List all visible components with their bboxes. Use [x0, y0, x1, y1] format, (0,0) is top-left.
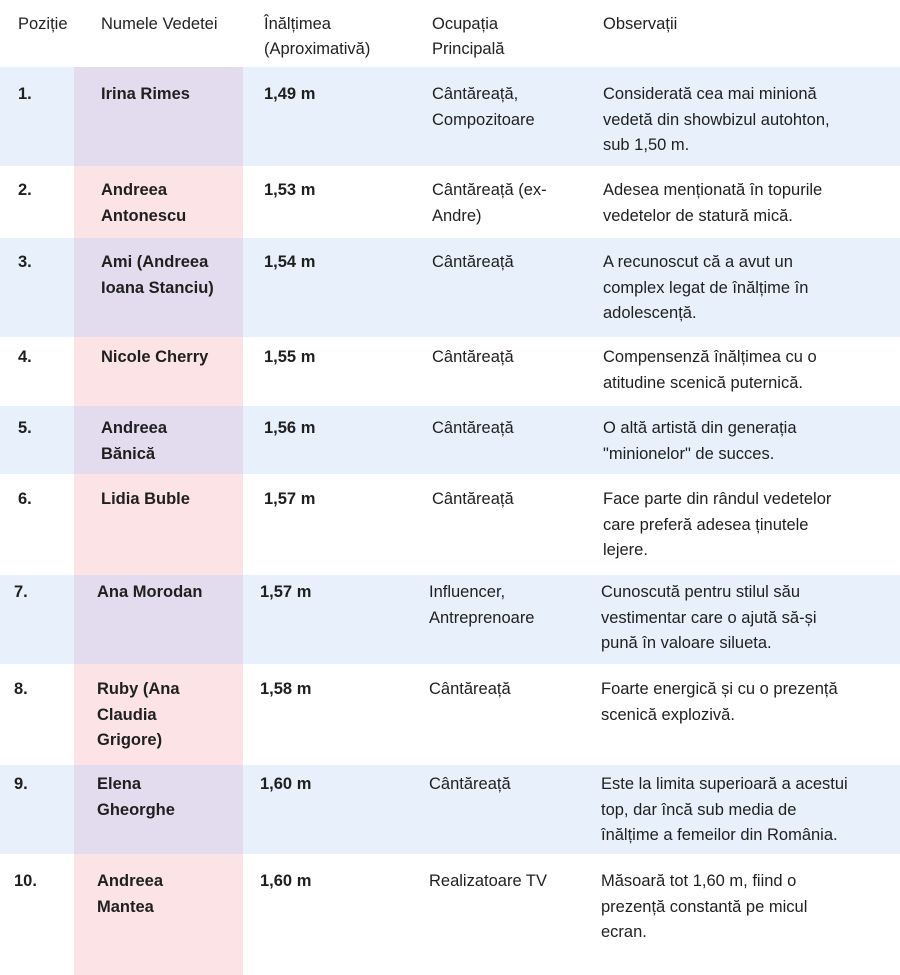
table-row — [0, 854, 900, 945]
header-occupation-line1: Ocupația — [432, 15, 499, 33]
header-name: Numele Vedetei — [101, 15, 218, 33]
name-cell: Antonescu — [101, 206, 187, 225]
name-cell: Bănică — [101, 444, 156, 463]
header-notes: Observații — [603, 15, 678, 33]
name-cell: Andreea — [101, 419, 168, 437]
notes-cell: pună în valoare silueta. — [601, 634, 772, 652]
height-cell: 1,49 m — [264, 85, 316, 103]
notes-cell: ecran. — [601, 923, 647, 941]
notes-cell: A recunoscut că a avut un — [603, 253, 793, 271]
notes-cell: vedetelor de statură mică. — [603, 206, 793, 225]
notes-cell: lejere. — [603, 541, 648, 559]
notes-cell: Adesea menționată în topurile — [603, 181, 823, 199]
header-position: Poziție — [18, 15, 68, 33]
height-cell: 1,60 m — [260, 775, 312, 793]
notes-cell: înălțime a femeilor din România. — [601, 826, 838, 844]
notes-cell: "minionelor" de succes. — [603, 444, 775, 463]
table-row — [0, 474, 900, 575]
table-row — [0, 67, 900, 166]
notes-cell: Face parte din rândul vedetelor — [603, 490, 832, 508]
height-cell: 1,57 m — [264, 490, 316, 508]
notes-cell: complex legat de înălțime în — [603, 278, 809, 297]
notes-cell: Este la limita superioară a acestui — [601, 775, 848, 793]
notes-cell: Considerată cea mai minionă — [603, 85, 817, 103]
header-height-line2: (Aproximativă) — [264, 40, 371, 58]
notes-cell: sub 1,50 m. — [603, 136, 690, 154]
notes-cell: atitudine scenică puternică. — [603, 373, 803, 392]
position-cell: 1. — [18, 85, 32, 103]
height-cell: 1,53 m — [264, 181, 316, 199]
notes-cell: top, dar încă sub media de — [601, 800, 797, 819]
name-cell: Andreea — [101, 181, 168, 199]
name-cell: Ami (Andreea — [101, 253, 209, 271]
occupation-cell: Cântăreață — [432, 348, 514, 366]
name-cell: Elena — [97, 775, 142, 793]
occupation-cell: Realizatoare TV — [429, 872, 548, 890]
notes-cell: O altă artistă din generația — [603, 419, 797, 437]
table-row — [0, 166, 900, 238]
table-row — [0, 664, 900, 765]
header-height-line1: Înălțimea — [264, 15, 331, 33]
table-row — [0, 337, 900, 406]
notes-cell: adolescență. — [603, 304, 697, 322]
occupation-cell: Cântăreață (ex- — [432, 181, 547, 199]
name-column-tail — [74, 945, 243, 975]
position-cell: 3. — [18, 253, 32, 271]
name-cell: Ioana Stanciu) — [101, 278, 214, 297]
table-row — [0, 765, 900, 854]
occupation-cell: Andre) — [432, 206, 482, 225]
occupation-cell: Compozitoare — [432, 110, 535, 129]
height-cell: 1,56 m — [264, 419, 316, 437]
notes-cell: scenică explozivă. — [601, 705, 735, 724]
position-cell: 5. — [18, 419, 32, 437]
name-cell: Ruby (Ana — [97, 680, 180, 698]
occupation-cell: Cântăreață — [432, 253, 514, 271]
name-cell: Lidia Buble — [101, 490, 190, 508]
occupation-cell: Cântăreață — [429, 680, 511, 698]
occupation-cell: Cântăreață — [429, 775, 511, 793]
position-cell: 7. — [14, 583, 28, 601]
notes-cell: prezență constantă pe micul — [601, 897, 808, 916]
occupation-cell: Influencer, — [429, 583, 506, 601]
position-cell: 2. — [18, 181, 32, 199]
notes-cell: vedetă din showbizul autohton, — [603, 110, 830, 129]
occupation-cell: Cântăreață — [432, 419, 514, 437]
name-cell: Andreea — [97, 872, 164, 890]
name-cell: Nicole Cherry — [101, 348, 209, 366]
name-cell: Claudia — [97, 705, 157, 724]
name-cell: Gheorghe — [97, 800, 175, 819]
name-cell: Irina Rimes — [101, 85, 190, 103]
name-cell: Mantea — [97, 897, 154, 916]
notes-cell: Măsoară tot 1,60 m, fiind o — [601, 872, 797, 890]
height-cell: 1,58 m — [260, 680, 312, 698]
height-cell: 1,60 m — [260, 872, 312, 890]
table-row — [0, 238, 900, 337]
occupation-cell: Cântăreață — [432, 490, 514, 508]
notes-cell: care preferă adesea ținutele — [603, 515, 809, 534]
height-cell: 1,55 m — [264, 348, 316, 366]
position-cell: 9. — [14, 775, 28, 793]
header-occupation-line2: Principală — [432, 40, 505, 58]
notes-cell: Foarte energică și cu o prezență — [601, 680, 838, 698]
notes-cell: Compensenză înălțimea cu o — [603, 348, 817, 366]
name-cell: Ana Morodan — [97, 583, 203, 601]
position-cell: 6. — [18, 490, 32, 508]
table-row — [0, 406, 900, 474]
height-cell: 1,57 m — [260, 583, 312, 601]
position-cell: 4. — [18, 348, 32, 366]
table-header-row — [0, 0, 900, 67]
position-cell: 8. — [14, 680, 28, 698]
occupation-cell: Antreprenoare — [429, 608, 535, 627]
table-row — [0, 575, 900, 664]
name-cell: Grigore) — [97, 731, 163, 749]
occupation-cell: Cântăreață, — [432, 85, 519, 103]
notes-cell: vestimentar care o ajută să-și — [601, 608, 817, 627]
position-cell: 10. — [14, 872, 37, 890]
notes-cell: Cunoscută pentru stilul său — [601, 583, 801, 601]
height-cell: 1,54 m — [264, 253, 316, 271]
